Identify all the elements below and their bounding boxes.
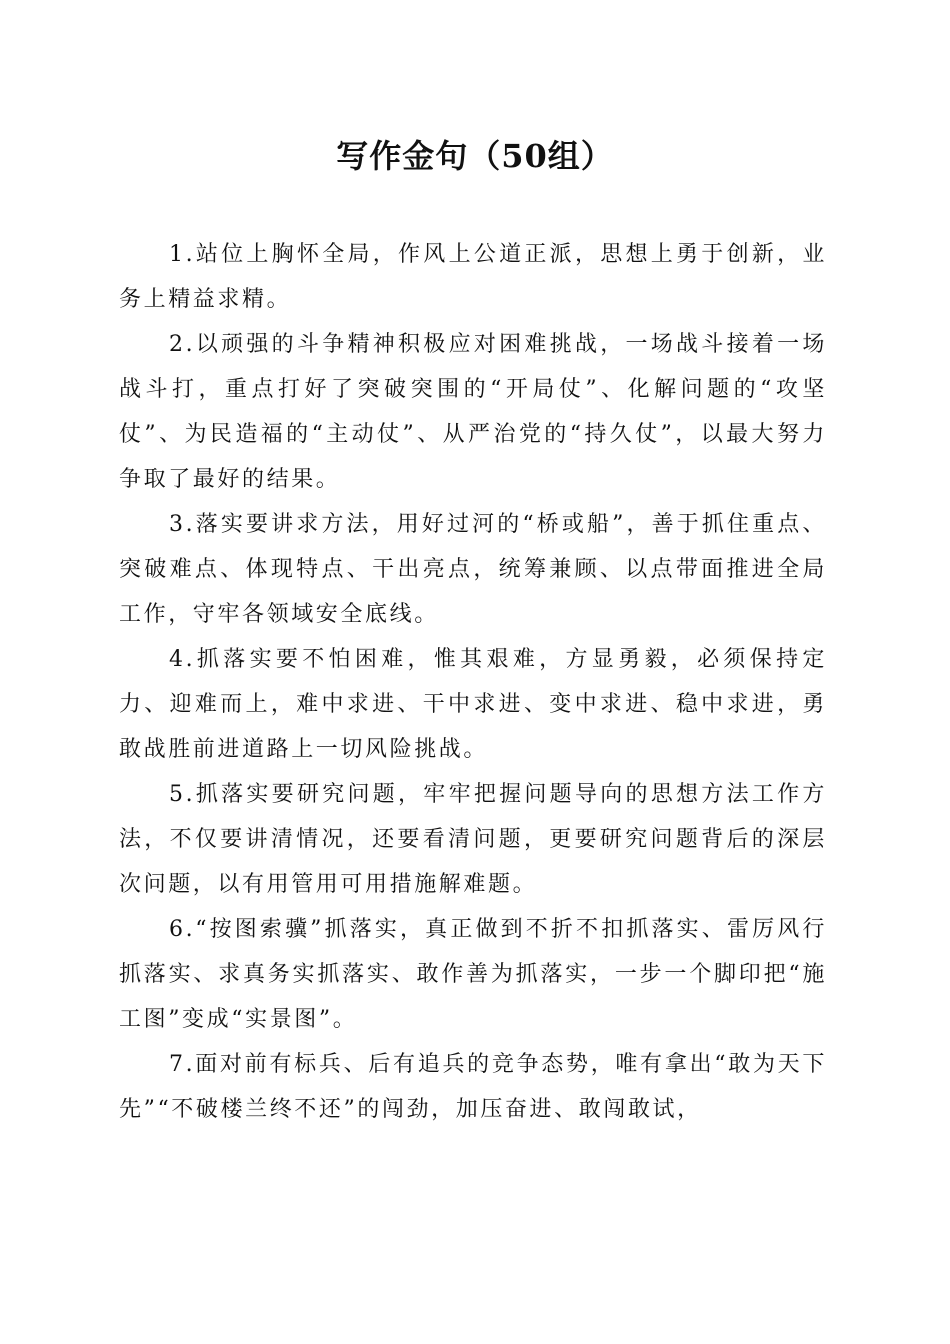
paragraph-4: 4.抓落实要不怕困难，惟其艰难，方显勇毅，必须保持定力、迎难而上，难中求进、干中求进、变中求进、稳中求进，勇敢战胜前进道路上一切风险挑战。	[119, 647, 827, 762]
paragraph-7: 7.面对前有标兵、后有追兵的竞争态势，唯有拿出“敢为天下先”“不破楼兰终不还”的闯劲，加压奋进、敢闯敢试，	[119, 1052, 827, 1122]
paragraph-2: 2.以顽强的斗争精神积极应对困难挑战，一场战斗接着一场战斗打，重点打好了突破突围的“开局仗”、化解问题的“攻坚仗”、为民造福的“主动仗”、从严治党的“持久仗”，以最大努力争取了最好的结果。	[119, 332, 827, 492]
document-title: 写作金句（50组）	[336, 137, 614, 175]
paragraph-3: 3.落实要讲求方法，用好过河的“桥或船”，善于抓住重点、突破难点、体现特点、干出亮点，统筹兼顾、以点带面推进全局工作，守牢各领域安全底线。	[119, 512, 827, 627]
paragraph-6: 6.“按图索骥”抓落实，真正做到不折不扣抓落实、雷厉风行抓落实、求真务实抓落实、敢作善为抓落实，一步一个脚印把“施工图”变成“实景图”。	[119, 917, 827, 1032]
document-body	[119, 232, 827, 1132]
paragraph-1: 1.站位上胸怀全局，作风上公道正派，思想上勇于创新，业务上精益求精。	[119, 242, 827, 312]
paragraph-5: 5.抓落实要研究问题，牢牢把握问题导向的思想方法工作方法，不仅要讲清情况，还要看清问题，更要研究问题背后的深层次问题，以有用管用可用措施解难题。	[119, 782, 827, 897]
